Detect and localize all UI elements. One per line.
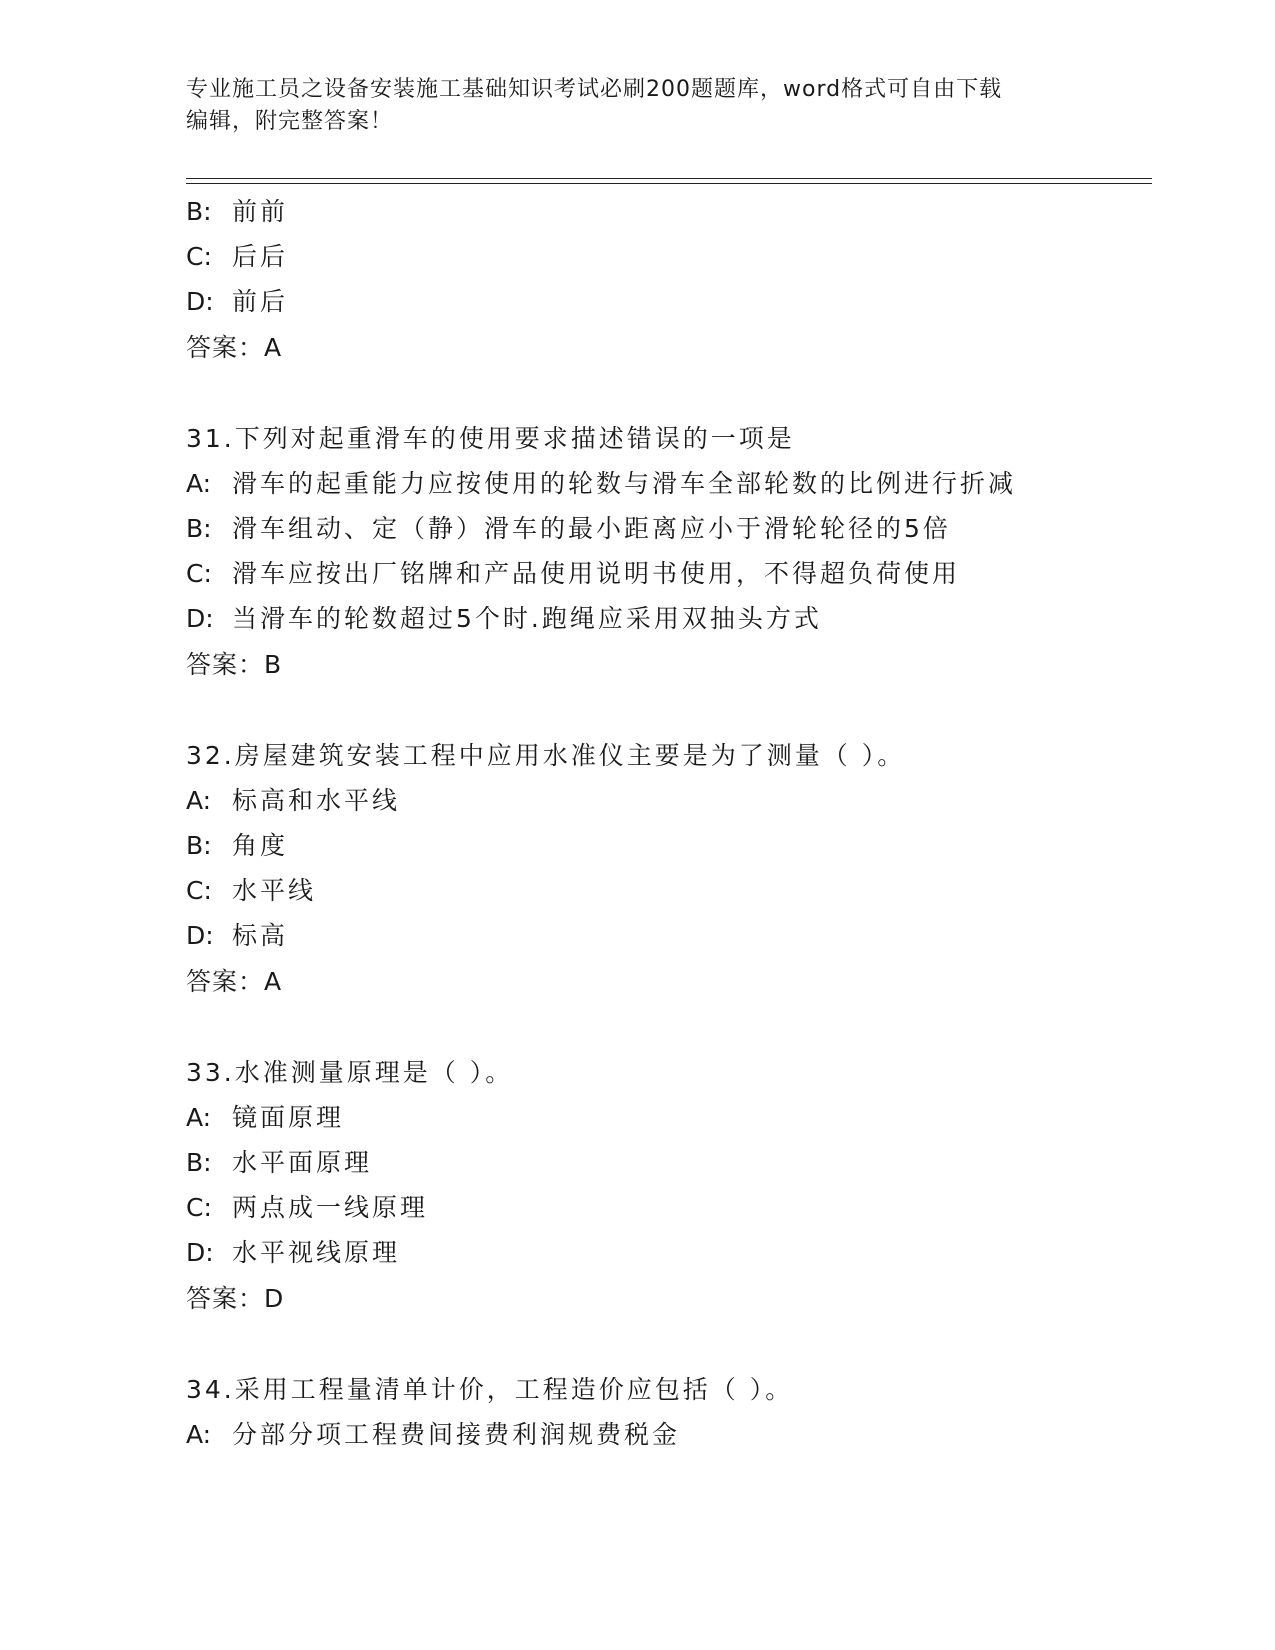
option-text: 滑车组动、定（静）滑车的最小距离应小于滑轮轮径的5倍 (232, 514, 951, 543)
option-label: A: (186, 1103, 212, 1132)
q31-option-a (186, 469, 1016, 499)
q34-question: 34.采用工程量清单计价，工程造价应包括（ ）。 (186, 1375, 794, 1404)
option-text: 角度 (232, 831, 289, 860)
q33-question: 33.水准测量原理是（ ）。 (186, 1058, 514, 1087)
q31-answer: 答案：B (186, 650, 283, 679)
q33-option-b (186, 1148, 372, 1178)
option-label: A: (186, 469, 212, 498)
q32-option-b (186, 831, 288, 861)
header-line-2: 编辑，附完整答案！ (186, 109, 394, 134)
option-label: B: (186, 197, 212, 226)
document-header (186, 74, 1086, 138)
option-label: B: (186, 1148, 212, 1177)
option-text: 水平线 (232, 876, 317, 905)
q31-question: 31.下列对起重滑车的使用要求描述错误的一项是 (186, 424, 795, 453)
q30-answer: 答案：A (186, 333, 283, 362)
option-label: B: (186, 514, 212, 543)
option-text: 水平视线原理 (232, 1238, 401, 1267)
q30-option-d (186, 287, 288, 317)
q34-option-a (186, 1420, 680, 1450)
q30-option-b (186, 197, 288, 227)
option-text: 标高和水平线 (232, 786, 401, 815)
option-label: B: (186, 831, 212, 860)
option-text: 滑车的起重能力应按使用的轮数与滑车全部轮数的比例进行折减 (232, 469, 1017, 498)
q30-option-c (186, 242, 288, 272)
q32-answer: 答案：A (186, 967, 283, 996)
option-label: A: (186, 1420, 212, 1449)
option-text: 标高 (232, 921, 289, 950)
option-text: 分部分项工程费间接费利润规费税金 (232, 1420, 681, 1449)
option-label: D: (186, 287, 214, 316)
q33-option-a (186, 1103, 344, 1133)
option-label: D: (186, 1238, 214, 1267)
q31-option-c (186, 559, 960, 589)
option-label: C: (186, 559, 212, 588)
option-text: 镜面原理 (232, 1103, 345, 1132)
option-label: C: (186, 242, 212, 271)
header-line-1: 专业施工员之设备安装施工基础知识考试必刷200题题库，word格式可自由下载 (186, 77, 1003, 102)
option-text: 滑车应按出厂铭牌和产品使用说明书使用，不得超负荷使用 (232, 559, 961, 588)
q32-option-a (186, 786, 400, 816)
option-text: 水平面原理 (232, 1148, 373, 1177)
header-divider-top (186, 178, 1152, 179)
option-text: 前后 (232, 287, 289, 316)
option-text: 两点成一线原理 (232, 1193, 429, 1222)
q32-option-c (186, 876, 316, 906)
q33-answer: 答案：D (186, 1284, 285, 1313)
header-divider-bottom (186, 183, 1152, 184)
option-label: C: (186, 1193, 212, 1222)
q33-option-d (186, 1238, 400, 1268)
option-label: C: (186, 876, 212, 905)
option-label: D: (186, 604, 214, 633)
option-text: 后后 (232, 242, 289, 271)
option-label: A: (186, 786, 212, 815)
option-label: D: (186, 921, 214, 950)
option-text: 前前 (232, 197, 289, 226)
q31-option-b (186, 514, 951, 544)
q33-option-c (186, 1193, 428, 1223)
q32-option-d (186, 921, 288, 951)
q31-option-d (186, 604, 822, 634)
q32-question: 32.房屋建筑安装工程中应用水准仪主要是为了测量（ ）。 (186, 741, 906, 770)
option-text: 当滑车的轮数超过5个时.跑绳应采用双抽头方式 (232, 604, 822, 633)
